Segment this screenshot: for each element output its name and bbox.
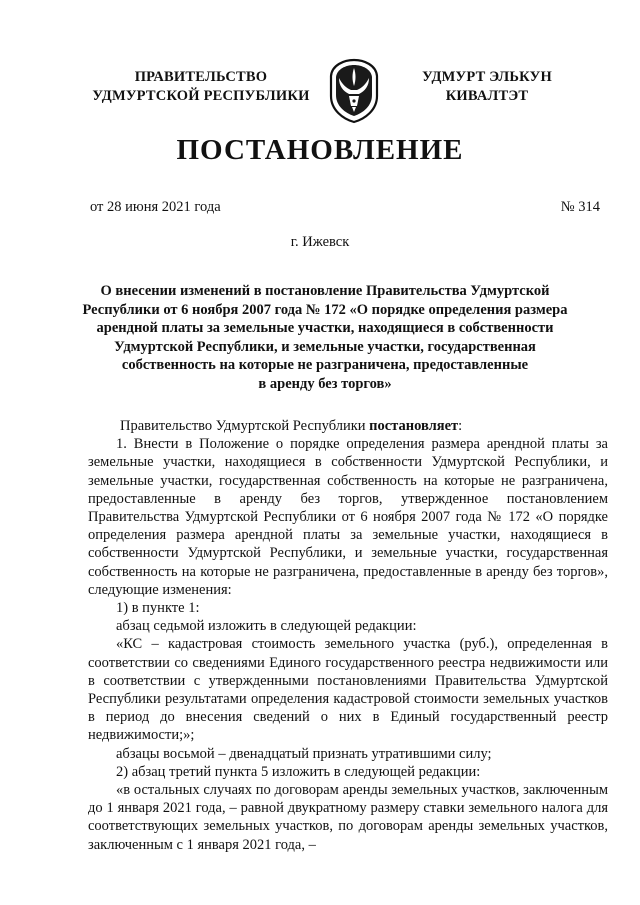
header-right-line: КИВАЛТЭТ bbox=[445, 88, 529, 104]
document-type-title: ПОСТАНОВЛЕНИЕ bbox=[176, 134, 464, 166]
document-city: г. Ижевск bbox=[290, 234, 350, 250]
body-paragraph: 2) абзац третий пункта 5 изложить в следующей редакции: bbox=[116, 763, 481, 780]
intro-text: Правительство Удмуртской Республики bbox=[120, 418, 370, 434]
body-paragraph: абзацы восьмой – двенадцатый признать утратившими силу; bbox=[116, 745, 492, 762]
body-paragraph: 1. Внести в Положение о порядке определения размера арендной платы за земельные участки, находящиеся в собственности Удмуртской Республики, и земельные участки, государственная собственность на которые не разграничена, предоставленные в аренду без торгов, утвержденное постановлением Правительства Удмуртской Республики от 6 ноября 2007 года № 172 «О порядке определения размера арендной платы за земельные участки, находящиеся в собственности Удмуртской Республики, и земельные участки, государственная собственность на которые не разграничена, предоставленные в аренду без торгов», следующие изменения: bbox=[88, 436, 608, 598]
coat-of-arms-icon bbox=[327, 56, 381, 124]
header-left-line: ПРАВИТЕЛЬСТВО bbox=[134, 69, 268, 85]
body-paragraph: абзац седьмой изложить в следующей редакции: bbox=[116, 618, 417, 635]
header-left-line: УДМУРТСКОЙ РЕСПУБЛИКИ bbox=[92, 88, 310, 104]
subject-line: собственность на которые не разграничена, предоставленные bbox=[121, 357, 529, 373]
body-paragraph: «в остальных случаях по договорам аренды земельных участков, заключенным до 1 января 2021 года, – равной двукратному размеру ставки земельного налога для соответствующих земельных участков, по договорам аренды земельных участков, заключенным с 1 января 2021 года, – bbox=[88, 782, 608, 853]
intro-bold-verb: постановляет bbox=[369, 418, 459, 434]
header-right-line: УДМУРТ ЭЛЬКУН bbox=[422, 69, 552, 85]
subject-line: Удмуртской Республики, и земельные участки, государственная bbox=[114, 338, 536, 355]
subject-line: Республики от 6 ноября 2007 года № 172 «О порядке определения размера bbox=[82, 301, 568, 318]
document-date: от 28 июня 2021 года bbox=[90, 199, 221, 215]
subject-line: в аренду без торгов» bbox=[258, 375, 392, 392]
intro-end: : bbox=[458, 418, 463, 434]
header-right bbox=[398, 68, 576, 106]
body-paragraph: «КС – кадастровая стоимость земельного участка (руб.), определенная в соответствии со сведениями Единого государственного реестра недвижимости или в соответствии с утвержденными постановлениями Правительства Удмуртской Республики результатами определения кадастровой стоимости земельных участков в период до внесения сведений о них в Единый государственный реестр недвижимости;»; bbox=[88, 636, 608, 744]
document-body bbox=[88, 417, 608, 854]
intro-paragraph bbox=[88, 417, 608, 435]
subject-line: О внесении изменений в постановление Правительства Удмуртской bbox=[100, 283, 550, 299]
document-subject bbox=[70, 282, 580, 393]
document-number: № 314 bbox=[560, 199, 600, 215]
body-paragraph: 1) в пункте 1: bbox=[116, 600, 200, 617]
header-left bbox=[70, 68, 332, 106]
subject-line: арендной платы за земельные участки, находящиеся в собственности bbox=[96, 320, 554, 336]
